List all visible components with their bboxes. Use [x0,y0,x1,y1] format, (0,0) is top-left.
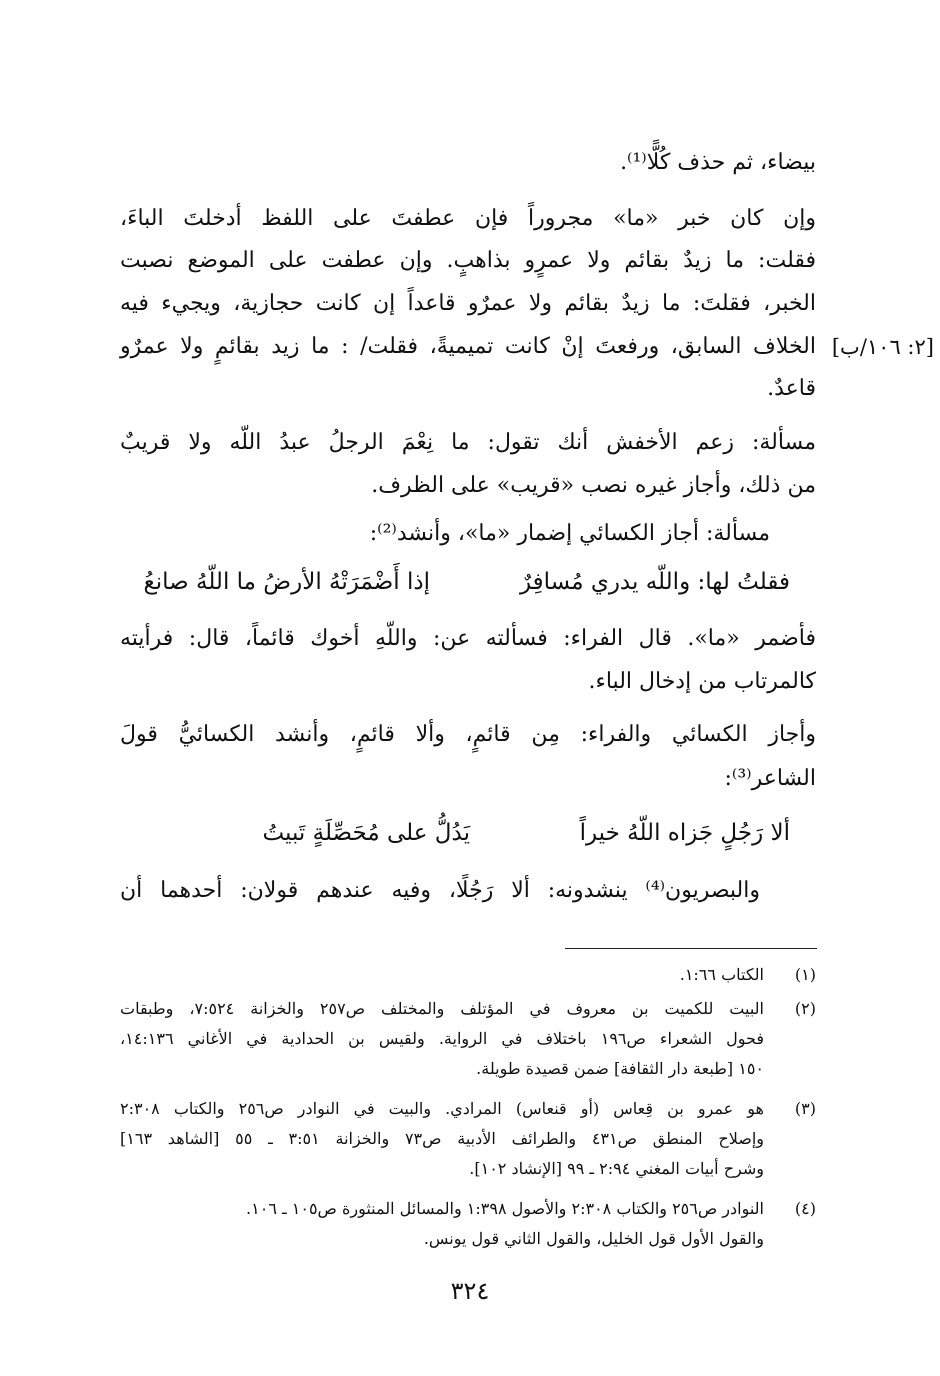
footnote-4-line-1: النوادر ص٢٥٦ والكتاب ٢:٣٠٨ والأصول ١:٣٩٨ والمسائل المنثورة ص١٠٥ ـ ١٠٦. [246,1199,764,1218]
poem2-second-hemistich: يَدُلُّ على مُحَصِّلَةٍ تَبيتُ [262,820,470,846]
body-line-7: مسألة: زعم الأخفش أنك تقول: ما نِعْمَ الرجلُ عبدُ اللّه ولا قريبٌ [120,430,816,455]
footnote-2-line-2: فحول الشعراء ص١٩٦ باختلاف في الرواية. ولقيس بن الحدادية في الأغاني ١٤:١٣٦، [120,1029,764,1048]
footnote-1-line-1: الكتاب ١:٦٦. [679,965,764,984]
body-line-6: قاعدٌ. [767,376,816,401]
footnote-4-number: (٤) [794,1199,816,1218]
body-line-8: من ذلك، وأجاز غيره نصب «قريب» على الظرف. [371,473,816,498]
body-line-13: الشاعر⁽³⁾: [724,766,816,791]
footnote-2-number: (٢) [794,999,816,1018]
body-line-12: وأجاز الكسائي والفراء: مِن قائمٍ، وألا قائمٍ، وأنشد الكسائيُّ قولَ [120,722,816,747]
footnote-3-line-3: وشرح أبيات المغني ٢:٩٤ ـ ٩٩ [الإنشاد ١٠٢]. [469,1159,764,1178]
body-line-1: بيضاء، ثم حذف كُلًّا⁽¹⁾. [620,150,816,175]
body-line-3: فقلت: ما زيدٌ بقائم ولا عمرٍو بذاهبٍ. وإن عطفت على الموضع نصبت [120,248,816,273]
footnote-4-line-2: والقول الأول قول الخليل، والقول الثاني قول يونس. [423,1229,764,1248]
footnote-2-line-3: ١٥٠ [طبعة دار الثقافة] ضمن قصيدة طويلة. [476,1059,764,1078]
body-line-4: الخبر، فقلتَ: ما زيدٌ بقائم ولا عمرٌو قاعداً إن كانت حجازية، ويجيء فيه [120,291,816,316]
footnote-separator [565,948,817,949]
page-number: ٣٢٤ [450,1277,490,1305]
body-line-10: فأضمر «ما». قال الفراء: فسألته عن: واللّهِ أخوك قائماً، قال: فرأيته [120,626,816,651]
body-line-14: والبصريون⁽⁴⁾ ينشدونه: ألا رَجُلًا، وفيه عندهم قولان: أحدهما أن [120,878,760,903]
footnote-3-number: (٣) [794,1099,816,1118]
poem2-first-hemistich: ألا رَجُلٍ جَزاه اللّهُ خيراً [579,820,790,846]
body-line-11: كالمرتاب من إدخال الباء. [588,669,816,694]
footnote-3-line-1: هو عمرو بن قِعاس (أو قنعاس) المرادي. والبيت في النوادر ص٢٥٦ والكتاب ٢:٣٠٨ [120,1099,764,1118]
body-line-2: وإن كان خبر «ما» مجروراً فإن عطفتَ على اللفظ أدخلتَ الباءَ، [120,206,816,231]
poem1-first-hemistich: فقلتُ لها: واللّه يدري مُسافِرٌ [519,569,790,595]
footnote-3-line-2: وإصلاح المنطق ص٤٣١ والطرائف الأدبية ص٧٣ والخزانة ٣:٥١ ـ ٥٥ [الشاهد ١٦٣] [120,1129,764,1148]
footnote-1-number: (١) [794,965,816,984]
body-line-5: الخلاف السابق، ورفعتَ إنْ كانت تميميةً، فقلت/ : ما زيد بقائمٍ ولا عمرٌو [120,334,816,359]
poem1-second-hemistich: إذا أَضْمَرَتْهُ الأرضُ ما اللّهُ صانعُ [143,569,430,595]
footnote-2-line-1: البيت للكميت بن معروف في المؤتلف والمختلف ص٢٥٧ والخزانة ٧:٥٢٤، وطبقات [120,999,764,1018]
body-line-9: مسألة: أجاز الكسائي إضمار «ما»، وأنشد⁽²⁾: [369,521,770,546]
margin-reference: [٢: ١٠٦/ب] [831,335,934,359]
